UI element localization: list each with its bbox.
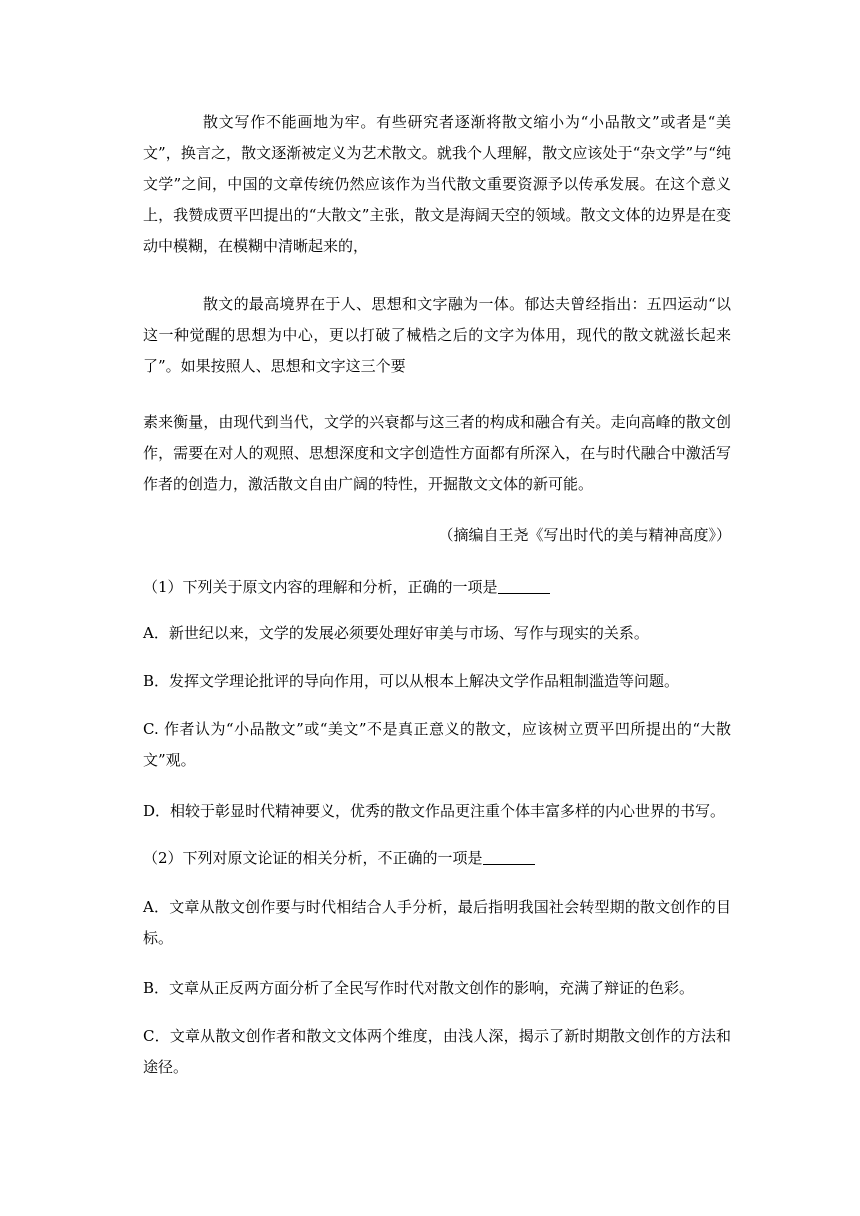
question-2-option-a: A．文章从散文创作要与时代相结合人手分析，最后指明我国社会转型期的散文创作的目标。 <box>143 898 731 947</box>
source-citation: （摘编自王尧《写出时代的美与精神高度》） <box>438 526 731 544</box>
question-2-option-c: C．文章从散文创作者和散文文体两个维度，由浅人深，揭示了新时期散文创作的方法和途径。 <box>143 1027 731 1076</box>
question-2-text: （2）下列对原文论证的相关分析，不正确的一项是 <box>143 849 483 867</box>
paragraph-2: 散文的最高境界在于人、思想和文字融为一体。郁达夫曾经指出：五四运动“以这一种觉醒的思想为中心，更以打破了械梏之后的文字为体用，现代的散文就滋长起来了”。如果按照人、思想和文字这三个要 <box>143 295 731 375</box>
answer-blank <box>498 579 550 594</box>
paragraph-3: 素来衡量，由现代到当代，文学的兴衰都与这三者的构成和融合有关。走向高峰的散文创作，需要在对人的观照、思想深度和文字创造性方面都有所深入，在与时代融合中激活写作者的创造力，激活散文自由广阔的特性，开掘散文文体的新可能。 <box>143 413 731 493</box>
question-1-text: （1）下列关于原文内容的理解和分析，正确的一项是 <box>143 578 498 596</box>
answer-blank <box>483 850 535 865</box>
question-1-option-c: C. 作者认为“小品散文”或“美文”不是真正意义的散文，应该树立贾平凹所提出的“大散文”观。 <box>143 720 731 769</box>
question-2-option-b: B．文章从正反两方面分析了全民写作时代对散文创作的影响，充满了辩证的色彩。 <box>143 979 695 997</box>
question-1-option-d: D．相较于彰显时代精神要义，优秀的散文作品更注重个体丰富多样的内心世界的书写。 <box>143 802 726 820</box>
question-2-stem <box>143 843 731 874</box>
question-1-option-a: A．新世纪以来，文学的发展必须要处理好审美与市场、写作与现实的关系。 <box>143 624 649 642</box>
question-1-option-b: B．发挥文学理论批评的导向作用，可以从根本上解决文学作品粗制滥造等问题。 <box>143 672 680 690</box>
question-1-stem <box>143 572 731 603</box>
paragraph-1: 散文写作不能画地为牢。有些研究者逐渐将散文缩小为“小品散文”或者是“美文”，换言之，散文逐渐被定义为艺术散文。就我个人理解，散文应该处于“杂文学”与“纯文学”之间，中国的文章传统仍然应该作为当代散文重要资源予以传承发展。在这个意义上，我赞成贾平凹提出的“大散文”主张，散文是海阔天空的领域。散文文体的边界是在变动中模糊，在模糊中清晰起来的， <box>143 113 731 255</box>
